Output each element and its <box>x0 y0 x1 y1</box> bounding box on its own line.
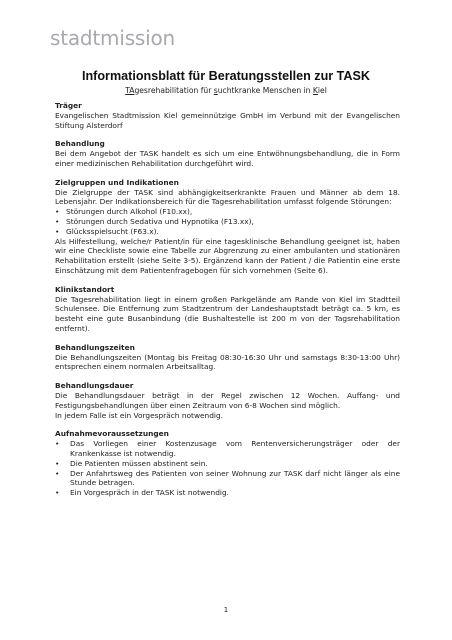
list-item: • Das Vorliegen einer Kostenzusage vom Rentenversicherungsträger oder der Krankenkasse ist notwendig. <box>55 439 400 459</box>
section-paragraph: Evangelischen Stadtmission Kiel gemeinnützige GmbH im Verbund mit der Evangelischen Stiftung Alsterdorf <box>55 110 400 130</box>
document-body <box>55 101 400 507</box>
subtitle-part: iel <box>317 86 327 95</box>
section-paragraph: Die Zielgruppe der TASK sind abhängigkeitserkrankte Frauen und Männer ab dem 18. Lebensjahr. Der Indikationsbereich für die Tagesrehabilitation umfasst folgende Störungen: <box>55 187 400 207</box>
list-item: • Störungen durch Sedativa und Hypnotika (F13.xx), <box>55 217 400 227</box>
section-behandlungsdauer <box>55 381 400 420</box>
admission-list <box>55 439 400 498</box>
section-zielgruppen <box>55 178 400 276</box>
page-number: 1 <box>223 606 229 614</box>
section-klinikstandort <box>55 285 400 334</box>
list-item: • Der Anfahrtsweg des Patienten von seiner Wohnung zur TASK darf nicht länger als eine Stunde betragen. <box>55 469 400 489</box>
section-paragraph: Als Hilfestellung, welche/r Patient/in für eine tagesklinische Behandlung geeignet ist, haben wir eine Checkliste sowie eine Tabelle zur Abgrenzung zu einer ambulanten und stationären Rehabilitation erstellt (siehe Seite 3-5). Ergänzend kann der Patient / die Patientin eine erste Einschätzung mit dem Patientenfragebogen für sich vornehmen (Seite 6). <box>55 236 400 275</box>
section-heading: Aufnahmevoraussetzungen <box>55 429 169 439</box>
subtitle-part: s <box>213 86 218 95</box>
subtitle-part: TA <box>125 86 135 95</box>
subtitle-part: uchtkranke Menschen in <box>217 86 313 95</box>
list-item: • Glücksspielsucht (F63.x). <box>55 227 400 237</box>
subtitle-part: K <box>312 86 318 95</box>
subtitle-part: gesrehabilitation für <box>134 86 214 95</box>
section-heading: Klinikstandort <box>55 284 115 294</box>
section-traeger <box>55 101 400 130</box>
section-heading: Behandlung <box>55 139 105 149</box>
document-subtitle <box>0 86 452 95</box>
section-behandlungszeiten <box>55 343 400 372</box>
section-heading: Behandlungszeiten <box>55 342 135 352</box>
section-paragraph: Die Behandlungszeiten (Montag bis Freitag 08:30-16:30 Uhr und samstags 8:30-13:00 Uhr) entsprechen einem normalen Arbeitsalltag. <box>55 352 400 372</box>
section-heading: Träger <box>55 101 82 110</box>
document-title: Informationsblatt für Beratungsstellen zur TASK <box>81 69 371 83</box>
list-item: • Die Patienten müssen abstinent sein. <box>55 459 400 469</box>
section-behandlung <box>55 139 400 168</box>
section-paragraph: Die Tagesrehabilitation liegt in einem großen Parkgelände am Rande von Kiel im Stadtteil Schulensee. Die Entfernung zum Stadtzentrum der Landeshauptstadt beträgt ca. 5 km, es besteht eine gute Busanbindung (die Bushaltestelle ist 200 m von der Tagsrehabilitation entfernt). <box>55 294 400 333</box>
section-paragraph: Die Behandlungsdauer beträgt in der Regel zwischen 12 Wochen. Auffang- und Festigungsbehandlungen über einen Zeitraum von 6-8 Wochen sind möglich. <box>55 390 400 410</box>
section-heading: Zielgruppen und Indikationen <box>55 177 179 187</box>
list-item: • Ein Vorgespräch in der TASK ist notwendig. <box>55 488 400 498</box>
indication-list <box>55 207 400 236</box>
section-paragraph: Bei dem Angebot der TASK handelt es sich um eine Entwöhnungsbehandlung, die in Form einer medizinischen Rehabilitation durchgeführt wird. <box>55 149 400 168</box>
section-paragraph: In jedem Falle ist ein Vorgespräch notwendig. <box>55 410 224 420</box>
section-aufnahmevoraussetzungen <box>55 429 400 498</box>
section-heading: Behandlungsdauer <box>55 381 134 391</box>
stadtmission-logo: stadtmission <box>50 26 176 50</box>
list-item: • Störungen durch Alkohol (F10.xx), <box>55 207 400 217</box>
